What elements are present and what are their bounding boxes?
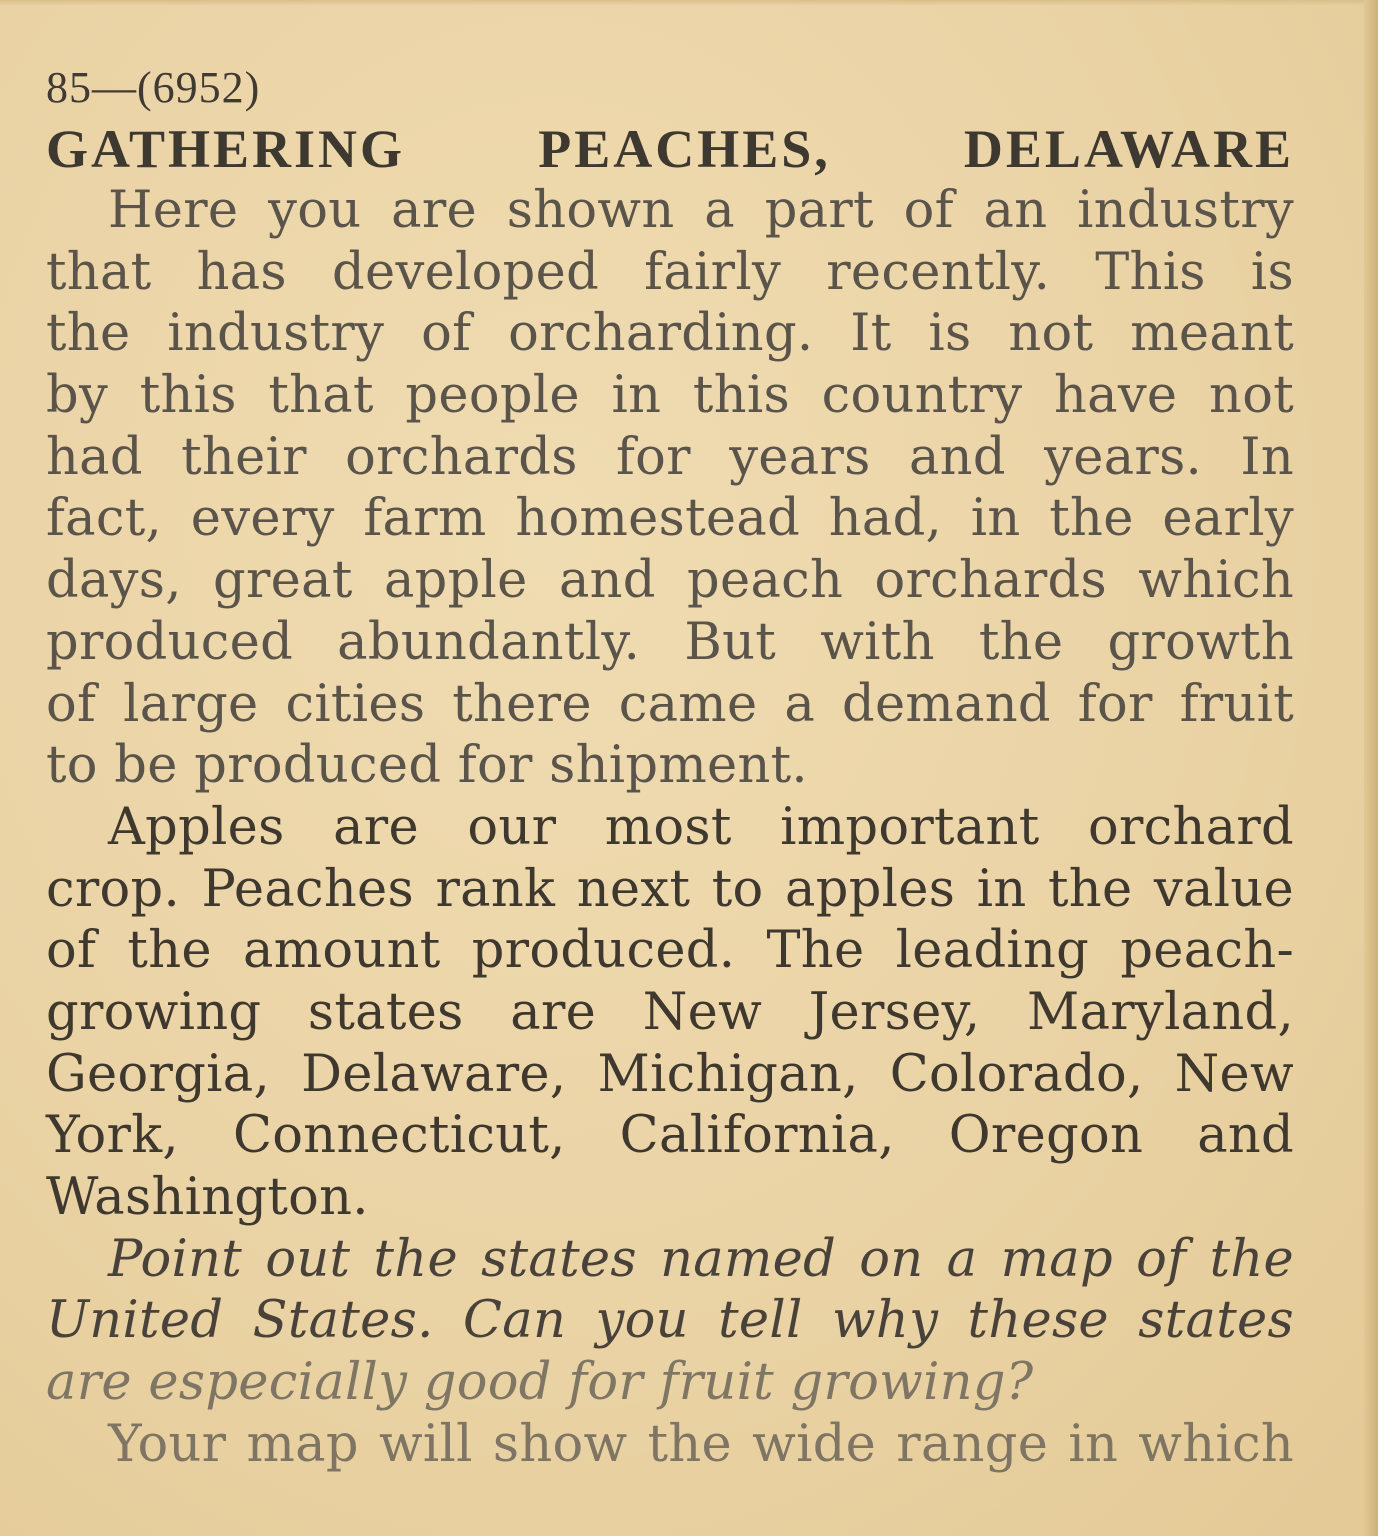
text-line: had their orchards for years and years. In	[46, 427, 1294, 487]
card-title: GATHERING PEACHES, DELAWARE	[46, 119, 1294, 179]
text-line: fact, every farm homestead had, in the early	[46, 489, 1294, 549]
text-line: by this that people in this country have not	[46, 366, 1294, 426]
text-line: of large cities there came a demand for fruit	[46, 674, 1294, 734]
paragraph-peach-states	[46, 797, 1294, 1229]
text-line: days, great apple and peach orchards which	[46, 551, 1294, 611]
card-text	[46, 58, 1294, 1475]
text-line: are especially good for fruit growing?	[46, 1353, 1034, 1413]
text-line: crop. Peaches rank next to apples in the value	[46, 859, 1294, 919]
text-line: United States. Can you tell why these states	[46, 1291, 1294, 1351]
text-line: Here you are shown a part of an industry	[108, 181, 1294, 240]
text-line: Washington.	[46, 1168, 369, 1227]
text-line: Georgia, Delaware, Michigan, Colorado, New	[46, 1044, 1294, 1104]
text-line: Point out the states named on a map of the	[108, 1229, 1294, 1289]
text-line: York, Connecticut, California, Oregon and	[46, 1106, 1294, 1166]
text-line: produced abundantly. But with the growth	[46, 612, 1294, 672]
question-paragraph	[46, 1229, 1294, 1414]
text-line: of the amount produced. The leading peach-	[46, 921, 1294, 981]
card-number: 85—(6952)	[46, 63, 261, 112]
card-top-edge	[0, 0, 1378, 6]
text-line: Apples are our most important orchard	[108, 797, 1294, 857]
text-line: the industry of orcharding. It is not meant	[46, 304, 1294, 364]
text-line: Your map will show the wide range in which	[108, 1414, 1294, 1474]
paragraph-orcharding	[46, 180, 1294, 797]
text-line: to be produced for shipment.	[46, 736, 808, 796]
card-right-edge	[1364, 0, 1378, 1536]
paragraph-map-range	[46, 1414, 1294, 1476]
text-line: growing states are New Jersey, Maryland,	[46, 982, 1294, 1042]
text-line: that has developed fairly recently. This is	[46, 242, 1294, 302]
